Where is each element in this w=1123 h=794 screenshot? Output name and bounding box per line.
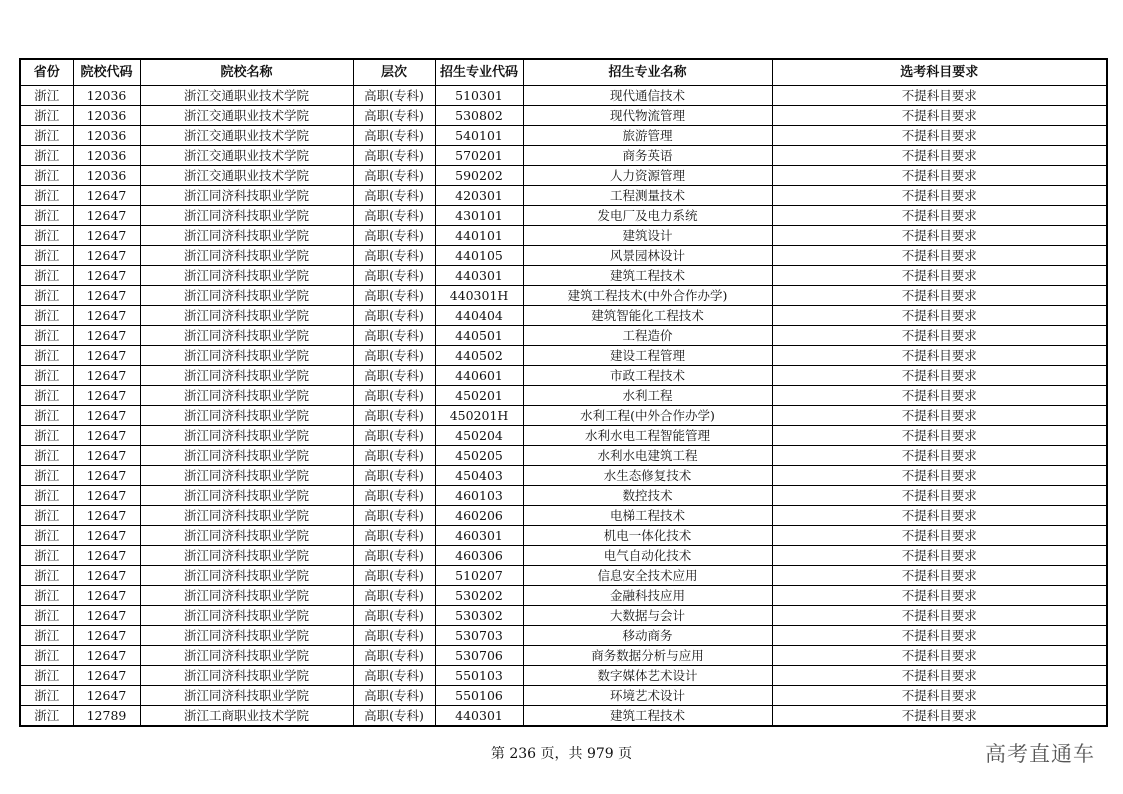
cell-subject-requirement: 不提科目要求 — [772, 446, 1107, 466]
cell-subject-requirement: 不提科目要求 — [772, 546, 1107, 566]
cell-school-name: 浙江同济科技职业学院 — [140, 566, 353, 586]
table-row — [20, 466, 1107, 486]
cell-level: 高职(专科) — [353, 286, 435, 306]
cell-subject-requirement: 不提科目要求 — [772, 186, 1107, 206]
cell-subject-requirement: 不提科目要求 — [772, 286, 1107, 306]
cell-school-code: 12647 — [73, 306, 140, 326]
cell-major-name: 旅游管理 — [523, 126, 772, 146]
cell-school-code: 12647 — [73, 266, 140, 286]
cell-school-code: 12647 — [73, 366, 140, 386]
cell-major-name: 建筑工程技术(中外合作办学) — [523, 286, 772, 306]
cell-school-name: 浙江同济科技职业学院 — [140, 326, 353, 346]
cell-major-name: 水生态修复技术 — [523, 466, 772, 486]
cell-school-code: 12036 — [73, 166, 140, 186]
cell-school-code: 12647 — [73, 566, 140, 586]
cell-province: 浙江 — [20, 526, 73, 546]
cell-province: 浙江 — [20, 266, 73, 286]
cell-school-name: 浙江同济科技职业学院 — [140, 266, 353, 286]
cell-school-code: 12647 — [73, 406, 140, 426]
cell-level: 高职(专科) — [353, 226, 435, 246]
cell-level: 高职(专科) — [353, 446, 435, 466]
cell-school-name: 浙江同济科技职业学院 — [140, 406, 353, 426]
table-row — [20, 426, 1107, 446]
table-row — [20, 666, 1107, 686]
cell-school-code: 12647 — [73, 346, 140, 366]
cell-level: 高职(专科) — [353, 206, 435, 226]
cell-school-name: 浙江同济科技职业学院 — [140, 366, 353, 386]
cell-level: 高职(专科) — [353, 506, 435, 526]
cell-school-name: 浙江工商职业技术学院 — [140, 706, 353, 727]
cell-school-code: 12647 — [73, 226, 140, 246]
cell-level: 高职(专科) — [353, 586, 435, 606]
table-row — [20, 566, 1107, 586]
table-row — [20, 646, 1107, 666]
table-row — [20, 686, 1107, 706]
cell-subject-requirement: 不提科目要求 — [772, 366, 1107, 386]
cell-level: 高职(专科) — [353, 366, 435, 386]
cell-province: 浙江 — [20, 486, 73, 506]
cell-subject-requirement: 不提科目要求 — [772, 686, 1107, 706]
cell-school-name: 浙江同济科技职业学院 — [140, 626, 353, 646]
cell-school-code: 12647 — [73, 686, 140, 706]
table-header-row — [20, 59, 1107, 86]
cell-province: 浙江 — [20, 686, 73, 706]
cell-school-code: 12647 — [73, 666, 140, 686]
cell-province: 浙江 — [20, 626, 73, 646]
cell-level: 高职(专科) — [353, 186, 435, 206]
cell-school-code: 12647 — [73, 326, 140, 346]
cell-level: 高职(专科) — [353, 106, 435, 126]
cell-province: 浙江 — [20, 166, 73, 186]
cell-level: 高职(专科) — [353, 346, 435, 366]
header-level: 层次 — [353, 59, 435, 86]
cell-subject-requirement: 不提科目要求 — [772, 526, 1107, 546]
cell-major-name: 建筑设计 — [523, 226, 772, 246]
cell-school-name: 浙江同济科技职业学院 — [140, 286, 353, 306]
cell-subject-requirement: 不提科目要求 — [772, 606, 1107, 626]
cell-school-name: 浙江同济科技职业学院 — [140, 226, 353, 246]
cell-major-code: 450205 — [435, 446, 523, 466]
header-school-name: 院校名称 — [140, 59, 353, 86]
table-row — [20, 326, 1107, 346]
cell-school-name: 浙江同济科技职业学院 — [140, 386, 353, 406]
table-row — [20, 86, 1107, 106]
cell-major-code: 450403 — [435, 466, 523, 486]
cell-school-code: 12789 — [73, 706, 140, 727]
cell-major-code: 450201 — [435, 386, 523, 406]
cell-school-name: 浙江交通职业技术学院 — [140, 166, 353, 186]
cell-school-code: 12036 — [73, 106, 140, 126]
cell-province: 浙江 — [20, 146, 73, 166]
cell-school-name: 浙江同济科技职业学院 — [140, 446, 353, 466]
cell-major-code: 460103 — [435, 486, 523, 506]
cell-level: 高职(专科) — [353, 626, 435, 646]
cell-major-name: 信息安全技术应用 — [523, 566, 772, 586]
cell-province: 浙江 — [20, 346, 73, 366]
cell-major-code: 440301H — [435, 286, 523, 306]
cell-major-name: 电气自动化技术 — [523, 546, 772, 566]
cell-province: 浙江 — [20, 406, 73, 426]
cell-major-code: 430101 — [435, 206, 523, 226]
cell-major-code: 420301 — [435, 186, 523, 206]
header-major-name: 招生专业名称 — [523, 59, 772, 86]
cell-level: 高职(专科) — [353, 386, 435, 406]
cell-level: 高职(专科) — [353, 146, 435, 166]
cell-school-code: 12647 — [73, 526, 140, 546]
cell-subject-requirement: 不提科目要求 — [772, 346, 1107, 366]
cell-school-name: 浙江同济科技职业学院 — [140, 506, 353, 526]
cell-level: 高职(专科) — [353, 466, 435, 486]
cell-major-name: 工程测量技术 — [523, 186, 772, 206]
cell-subject-requirement: 不提科目要求 — [772, 646, 1107, 666]
cell-major-code: 550106 — [435, 686, 523, 706]
cell-province: 浙江 — [20, 306, 73, 326]
cell-subject-requirement: 不提科目要求 — [772, 426, 1107, 446]
cell-school-code: 12036 — [73, 146, 140, 166]
cell-school-code: 12647 — [73, 446, 140, 466]
cell-province: 浙江 — [20, 106, 73, 126]
cell-subject-requirement: 不提科目要求 — [772, 246, 1107, 266]
header-subject-requirement: 选考科目要求 — [772, 59, 1107, 86]
table-row — [20, 526, 1107, 546]
cell-province: 浙江 — [20, 426, 73, 446]
cell-school-name: 浙江同济科技职业学院 — [140, 686, 353, 706]
cell-province: 浙江 — [20, 186, 73, 206]
cell-province: 浙江 — [20, 566, 73, 586]
cell-level: 高职(专科) — [353, 706, 435, 727]
cell-major-name: 人力资源管理 — [523, 166, 772, 186]
table-row — [20, 166, 1107, 186]
cell-major-code: 440301 — [435, 706, 523, 727]
table-row — [20, 286, 1107, 306]
table-row — [20, 226, 1107, 246]
cell-school-code: 12647 — [73, 586, 140, 606]
table-row — [20, 546, 1107, 566]
cell-subject-requirement: 不提科目要求 — [772, 486, 1107, 506]
cell-major-name: 建筑工程技术 — [523, 266, 772, 286]
cell-province: 浙江 — [20, 86, 73, 106]
cell-school-name: 浙江同济科技职业学院 — [140, 606, 353, 626]
cell-major-code: 510301 — [435, 86, 523, 106]
cell-major-name: 工程造价 — [523, 326, 772, 346]
cell-major-code: 440404 — [435, 306, 523, 326]
cell-province: 浙江 — [20, 606, 73, 626]
cell-subject-requirement: 不提科目要求 — [772, 406, 1107, 426]
cell-province: 浙江 — [20, 286, 73, 306]
header-province: 省份 — [20, 59, 73, 86]
admission-table-container — [19, 58, 1106, 727]
cell-major-code: 590202 — [435, 166, 523, 186]
cell-level: 高职(专科) — [353, 266, 435, 286]
cell-major-name: 建设工程管理 — [523, 346, 772, 366]
cell-school-name: 浙江同济科技职业学院 — [140, 666, 353, 686]
cell-major-code: 510207 — [435, 566, 523, 586]
cell-level: 高职(专科) — [353, 566, 435, 586]
table-row — [20, 186, 1107, 206]
cell-level: 高职(专科) — [353, 686, 435, 706]
cell-subject-requirement: 不提科目要求 — [772, 666, 1107, 686]
cell-province: 浙江 — [20, 366, 73, 386]
cell-school-code: 12036 — [73, 126, 140, 146]
cell-school-name: 浙江同济科技职业学院 — [140, 586, 353, 606]
cell-major-code: 440502 — [435, 346, 523, 366]
cell-level: 高职(专科) — [353, 426, 435, 446]
cell-level: 高职(专科) — [353, 86, 435, 106]
cell-province: 浙江 — [20, 646, 73, 666]
cell-province: 浙江 — [20, 386, 73, 406]
cell-school-code: 12647 — [73, 186, 140, 206]
cell-major-name: 发电厂及电力系统 — [523, 206, 772, 226]
table-row — [20, 146, 1107, 166]
cell-major-code: 530703 — [435, 626, 523, 646]
cell-school-name: 浙江同济科技职业学院 — [140, 346, 353, 366]
cell-level: 高职(专科) — [353, 546, 435, 566]
cell-subject-requirement: 不提科目要求 — [772, 586, 1107, 606]
cell-major-code: 440105 — [435, 246, 523, 266]
cell-level: 高职(专科) — [353, 526, 435, 546]
cell-province: 浙江 — [20, 246, 73, 266]
cell-school-code: 12647 — [73, 426, 140, 446]
cell-major-name: 机电一体化技术 — [523, 526, 772, 546]
cell-school-name: 浙江交通职业技术学院 — [140, 86, 353, 106]
cell-province: 浙江 — [20, 706, 73, 727]
cell-major-code: 570201 — [435, 146, 523, 166]
table-row — [20, 126, 1107, 146]
table-row — [20, 606, 1107, 626]
table-row — [20, 266, 1107, 286]
cell-major-name: 移动商务 — [523, 626, 772, 646]
cell-major-code: 530706 — [435, 646, 523, 666]
cell-level: 高职(专科) — [353, 166, 435, 186]
cell-school-name: 浙江同济科技职业学院 — [140, 426, 353, 446]
cell-subject-requirement: 不提科目要求 — [772, 266, 1107, 286]
cell-subject-requirement: 不提科目要求 — [772, 626, 1107, 646]
cell-subject-requirement: 不提科目要求 — [772, 506, 1107, 526]
cell-school-name: 浙江同济科技职业学院 — [140, 246, 353, 266]
cell-major-name: 风景园林设计 — [523, 246, 772, 266]
table-row — [20, 626, 1107, 646]
table-row — [20, 386, 1107, 406]
admission-table — [19, 58, 1108, 727]
cell-major-code: 450204 — [435, 426, 523, 446]
cell-province: 浙江 — [20, 126, 73, 146]
cell-major-code: 440601 — [435, 366, 523, 386]
cell-level: 高职(专科) — [353, 326, 435, 346]
table-row — [20, 486, 1107, 506]
cell-major-code: 530802 — [435, 106, 523, 126]
cell-school-code: 12647 — [73, 646, 140, 666]
cell-subject-requirement: 不提科目要求 — [772, 226, 1107, 246]
cell-major-name: 建筑智能化工程技术 — [523, 306, 772, 326]
header-school-code: 院校代码 — [73, 59, 140, 86]
cell-school-code: 12647 — [73, 206, 140, 226]
cell-school-code: 12036 — [73, 86, 140, 106]
table-row — [20, 346, 1107, 366]
cell-school-name: 浙江同济科技职业学院 — [140, 206, 353, 226]
cell-school-code: 12647 — [73, 506, 140, 526]
table-row — [20, 246, 1107, 266]
cell-level: 高职(专科) — [353, 406, 435, 426]
cell-major-name: 商务英语 — [523, 146, 772, 166]
cell-major-name: 金融科技应用 — [523, 586, 772, 606]
cell-school-name: 浙江同济科技职业学院 — [140, 486, 353, 506]
cell-major-code: 440301 — [435, 266, 523, 286]
cell-major-name: 水利水电建筑工程 — [523, 446, 772, 466]
cell-subject-requirement: 不提科目要求 — [772, 166, 1107, 186]
cell-province: 浙江 — [20, 586, 73, 606]
cell-major-code: 460206 — [435, 506, 523, 526]
table-row — [20, 586, 1107, 606]
table-row — [20, 366, 1107, 386]
table-row — [20, 206, 1107, 226]
cell-school-code: 12647 — [73, 606, 140, 626]
cell-school-name: 浙江同济科技职业学院 — [140, 646, 353, 666]
cell-major-code: 550103 — [435, 666, 523, 686]
cell-level: 高职(专科) — [353, 486, 435, 506]
cell-major-code: 540101 — [435, 126, 523, 146]
watermark-logo: 高考直通车 — [985, 742, 1095, 766]
table-row — [20, 106, 1107, 126]
table-row — [20, 406, 1107, 426]
cell-province: 浙江 — [20, 226, 73, 246]
cell-level: 高职(专科) — [353, 666, 435, 686]
cell-subject-requirement: 不提科目要求 — [772, 706, 1107, 727]
cell-school-code: 12647 — [73, 626, 140, 646]
cell-subject-requirement: 不提科目要求 — [772, 206, 1107, 226]
cell-major-name: 水利水电工程智能管理 — [523, 426, 772, 446]
cell-major-code: 460306 — [435, 546, 523, 566]
table-row — [20, 506, 1107, 526]
cell-level: 高职(专科) — [353, 126, 435, 146]
table-row — [20, 306, 1107, 326]
cell-subject-requirement: 不提科目要求 — [772, 306, 1107, 326]
cell-subject-requirement: 不提科目要求 — [772, 386, 1107, 406]
cell-school-code: 12647 — [73, 486, 140, 506]
cell-province: 浙江 — [20, 446, 73, 466]
cell-subject-requirement: 不提科目要求 — [772, 126, 1107, 146]
cell-major-name: 市政工程技术 — [523, 366, 772, 386]
cell-major-name: 水利工程 — [523, 386, 772, 406]
cell-school-code: 12647 — [73, 246, 140, 266]
cell-level: 高职(专科) — [353, 246, 435, 266]
cell-province: 浙江 — [20, 546, 73, 566]
cell-subject-requirement: 不提科目要求 — [772, 566, 1107, 586]
cell-major-name: 现代通信技术 — [523, 86, 772, 106]
cell-major-name: 数字媒体艺术设计 — [523, 666, 772, 686]
cell-school-name: 浙江同济科技职业学院 — [140, 526, 353, 546]
cell-school-code: 12647 — [73, 466, 140, 486]
cell-subject-requirement: 不提科目要求 — [772, 146, 1107, 166]
cell-major-name: 商务数据分析与应用 — [523, 646, 772, 666]
cell-major-name: 建筑工程技术 — [523, 706, 772, 727]
cell-level: 高职(专科) — [353, 646, 435, 666]
table-body — [20, 86, 1107, 727]
cell-major-code: 440101 — [435, 226, 523, 246]
table-row — [20, 706, 1107, 727]
cell-province: 浙江 — [20, 506, 73, 526]
cell-level: 高职(专科) — [353, 606, 435, 626]
cell-subject-requirement: 不提科目要求 — [772, 326, 1107, 346]
cell-school-code: 12647 — [73, 386, 140, 406]
cell-major-name: 大数据与会计 — [523, 606, 772, 626]
cell-major-code: 450201H — [435, 406, 523, 426]
cell-province: 浙江 — [20, 326, 73, 346]
page-number: 第 236 页，共 979 页 — [490, 746, 633, 762]
cell-major-code: 460301 — [435, 526, 523, 546]
cell-school-code: 12647 — [73, 546, 140, 566]
cell-major-name: 现代物流管理 — [523, 106, 772, 126]
cell-school-name: 浙江同济科技职业学院 — [140, 466, 353, 486]
cell-school-name: 浙江交通职业技术学院 — [140, 126, 353, 146]
cell-school-name: 浙江同济科技职业学院 — [140, 306, 353, 326]
cell-school-name: 浙江交通职业技术学院 — [140, 106, 353, 126]
table-row — [20, 446, 1107, 466]
cell-subject-requirement: 不提科目要求 — [772, 466, 1107, 486]
cell-major-name: 水利工程(中外合作办学) — [523, 406, 772, 426]
cell-major-code: 530302 — [435, 606, 523, 626]
cell-school-name: 浙江交通职业技术学院 — [140, 146, 353, 166]
cell-subject-requirement: 不提科目要求 — [772, 106, 1107, 126]
cell-major-name: 环境艺术设计 — [523, 686, 772, 706]
cell-school-name: 浙江同济科技职业学院 — [140, 546, 353, 566]
cell-school-name: 浙江同济科技职业学院 — [140, 186, 353, 206]
cell-major-code: 440501 — [435, 326, 523, 346]
cell-level: 高职(专科) — [353, 306, 435, 326]
header-major-code: 招生专业代码 — [435, 59, 523, 86]
cell-subject-requirement: 不提科目要求 — [772, 86, 1107, 106]
cell-school-code: 12647 — [73, 286, 140, 306]
cell-major-name: 数控技术 — [523, 486, 772, 506]
cell-province: 浙江 — [20, 206, 73, 226]
cell-major-code: 530202 — [435, 586, 523, 606]
cell-province: 浙江 — [20, 666, 73, 686]
cell-province: 浙江 — [20, 466, 73, 486]
cell-major-name: 电梯工程技术 — [523, 506, 772, 526]
